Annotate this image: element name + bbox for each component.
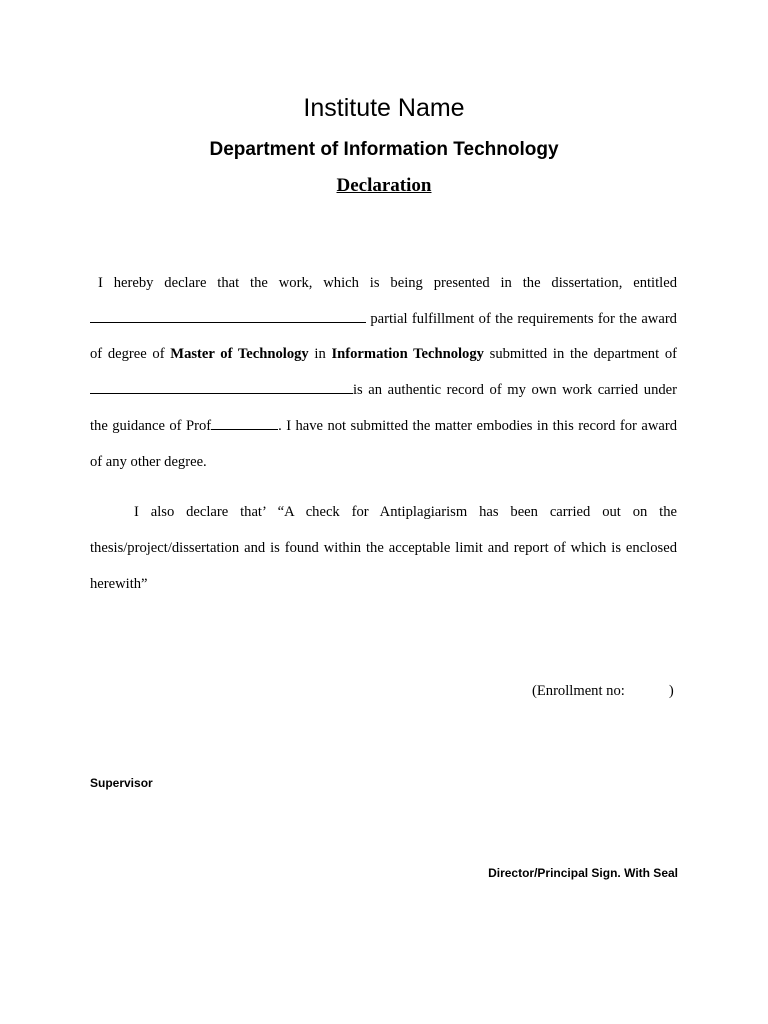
enrollment-close: ) <box>668 683 674 699</box>
branch-name: Information Technology <box>331 346 484 363</box>
director-signature-label: Director/Principal Sign. With Seal <box>488 866 678 880</box>
para1-segment: is an authentic record of my own work carried under the guidance of Prof <box>90 382 677 434</box>
supervisor-signature-label: Supervisor <box>90 776 153 790</box>
professor-name-blank <box>211 415 278 430</box>
department-blank <box>90 379 353 394</box>
para1-segment: partial fulfillment of the requirements for the award of degree of <box>90 310 677 363</box>
dissertation-title-blank <box>90 308 366 323</box>
department-name: Department of Information Technology <box>209 139 559 160</box>
antiplagiarism-text: I also declare that’ “A check for Antiplagiarism has been carried out on the thesis/project/dissertation and is found within the acceptable limit and report of which is enclosed herewith” <box>90 504 677 592</box>
enrollment-label: (Enrollment no: <box>532 683 625 699</box>
declaration-paragraph <box>90 266 677 480</box>
enrollment-number <box>532 680 682 702</box>
degree-name: Master of Technology <box>170 346 309 363</box>
para1-segment: in <box>314 346 326 363</box>
institute-name: Institute Name <box>303 94 465 122</box>
para1-segment: I hereby declare that the work, which is being presented in the dissertation, entitled <box>98 275 677 291</box>
declaration-title: Declaration <box>336 175 432 196</box>
antiplagiarism-paragraph <box>90 494 677 602</box>
para1-segment: submitted in the department of <box>489 346 677 363</box>
para1-segment: . I have not submitted the matter embodies in this record for award of any other degree. <box>90 417 677 470</box>
